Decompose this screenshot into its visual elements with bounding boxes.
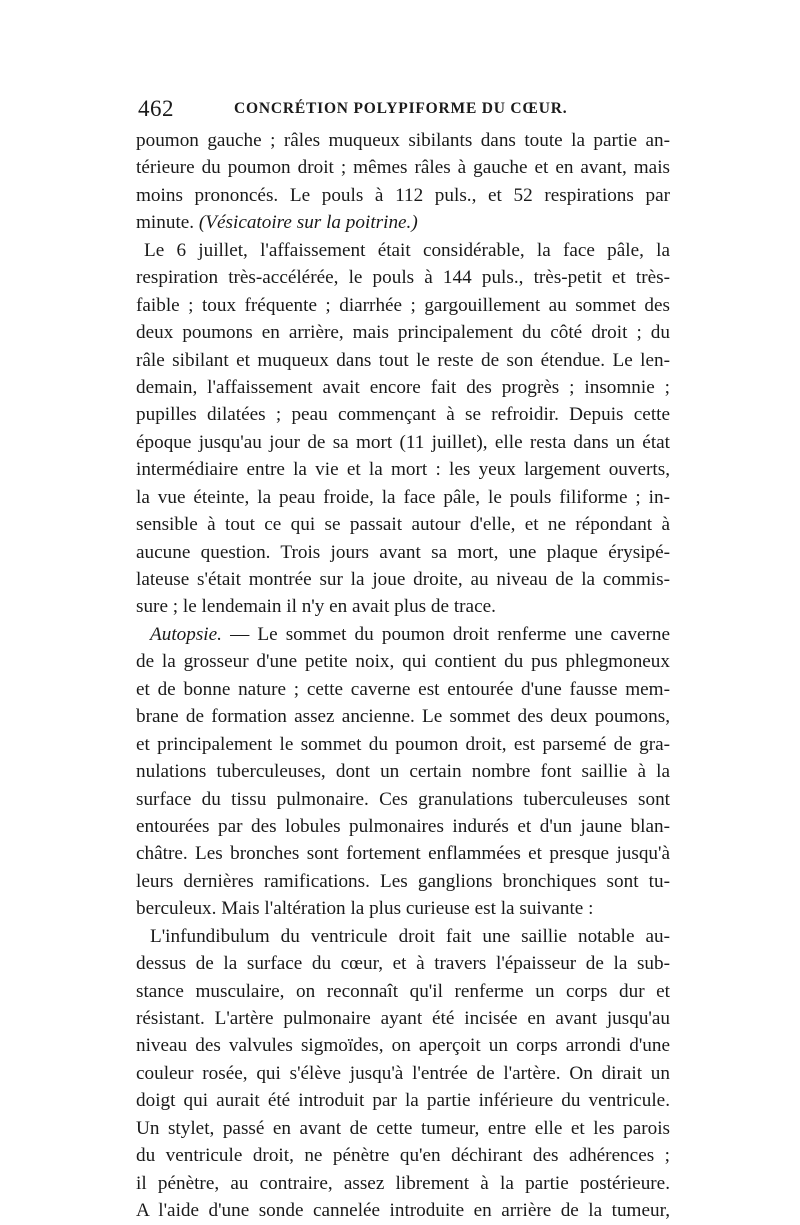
text-line: doigt qui aurait été introduit par la partie inférieure du ventricule.: [136, 1090, 670, 1112]
text-line: stance musculaire, on reconnaît qu'il renferme un corps dur et: [136, 980, 670, 1002]
text-line: résistant. L'artère pulmonaire ayant été incisée en avant jusqu'au: [136, 1008, 670, 1029]
text-line: lateuse s'était montrée sur la joue droite, au niveau de la commis-: [136, 569, 670, 590]
text-line: A l'aide d'une sonde cannelée introduite en arrière de la tumeur,: [136, 1200, 670, 1222]
text-line: leurs dernières ramifications. Les ganglions bronchiques sont tu-: [136, 870, 670, 892]
text-line: châtre. Les bronches sont fortement enflammées et presque jusqu'à: [136, 843, 670, 865]
text-line: époque jusqu'au jour de sa mort (11 juillet), elle resta dans un état: [136, 431, 670, 453]
text-line: Un stylet, passé en avant de cette tumeur, entre elle et les parois: [136, 1117, 670, 1139]
text-line: niveau des valvules sigmoïdes, on aperçoit un corps arrondi d'une: [136, 1035, 670, 1057]
text-line: surface du tissu pulmonaire. Ces granulations tuberculeuses sont: [136, 788, 670, 810]
text-line: térieure du poumon droit ; mêmes râles à gauche et en avant, mais: [136, 157, 670, 179]
text-line: deux poumons en arrière, mais principalement du côté droit ; du: [136, 322, 670, 344]
text-line: couleur rosée, qui s'élève jusqu'à l'entrée de l'artère. On dirait un: [136, 1062, 670, 1084]
text-segment: minute.: [136, 212, 195, 234]
text-line: [136, 621, 670, 648]
text-line: demain, l'affaissement avait encore fait des progrès ; insomnie ;: [136, 376, 670, 398]
page-header: [138, 96, 668, 130]
text-line: du ventricule droit, ne pénètre qu'en déchirant des adhérences ;: [136, 1145, 670, 1167]
text-line: nulations tuberculeuses, dont un certain nombre font saillie à la: [136, 761, 670, 783]
text-line: sure ; le lendemain il n'y en avait plus de trace.: [136, 596, 496, 618]
text-line: aucune question. Trois jours avant sa mort, une plaque érysipé-: [136, 541, 670, 563]
text-line: entourées par des lobules pulmonaires indurés et d'un jaune blan-: [136, 815, 670, 837]
text-line: faible ; toux fréquente ; diarrhée ; gargouillement au sommet des: [136, 294, 670, 316]
text-line: pupilles dilatées ; peau commençant à se refroidir. Depuis cette: [136, 404, 670, 426]
text-line: L'infundibulum du ventricule droit fait une saillie notable au-: [150, 925, 670, 947]
text-line: sensible à tout ce qui se passait autour d'elle, et ne répondant à: [136, 514, 670, 536]
text-line: de la grosseur d'une petite noix, qui contient du pus phlegmoneux: [136, 651, 670, 673]
text-line: râle sibilant et muqueux dans tout le reste de son étendue. Le len-: [136, 349, 670, 371]
text-line: et de bonne nature ; cette caverne est entourée d'une fausse mem-: [136, 678, 670, 700]
autopsie-heading: Autopsie.: [150, 623, 222, 645]
body-text: [136, 127, 670, 1225]
prescription-note: (Vésicatoire sur la poitrine.): [198, 212, 418, 234]
text-line: Le 6 juillet, l'affaissement était considérable, la face pâle, la: [144, 239, 670, 261]
page-number: 462: [138, 96, 174, 121]
text-line: respiration très-accélérée, le pouls à 144 puls., très-petit et très-: [136, 267, 670, 289]
text-line: moins prononcés. Le pouls à 112 puls., et 52 respirations par: [136, 184, 670, 206]
text-line: dessus de la surface du cœur, et à travers l'épaisseur de la sub-: [136, 953, 670, 975]
text-line: poumon gauche ; râles muqueux sibilants dans toute la partie an-: [136, 130, 670, 151]
text-line: et principalement le sommet du poumon droit, est parsemé de gra-: [136, 733, 670, 755]
running-title: CONCRÉTION POLYPIFORME DU CŒUR.: [234, 100, 568, 117]
text-line: la vue éteinte, la peau froide, la face pâle, le pouls filiforme ; in-: [136, 486, 670, 508]
text-line: berculeux. Mais l'altération la plus curieuse est la suivante :: [136, 898, 594, 920]
text-line: [136, 209, 670, 236]
text-line: intermédiaire entre la vie et la mort : les yeux largement ouverts,: [136, 459, 670, 481]
text-segment: — Le sommet du poumon droit renferme une caverne: [230, 623, 670, 645]
text-line: il pénètre, au contraire, assez librement à la partie postérieure.: [136, 1172, 670, 1194]
text-line: brane de formation assez ancienne. Le sommet des deux poumons,: [136, 706, 670, 728]
